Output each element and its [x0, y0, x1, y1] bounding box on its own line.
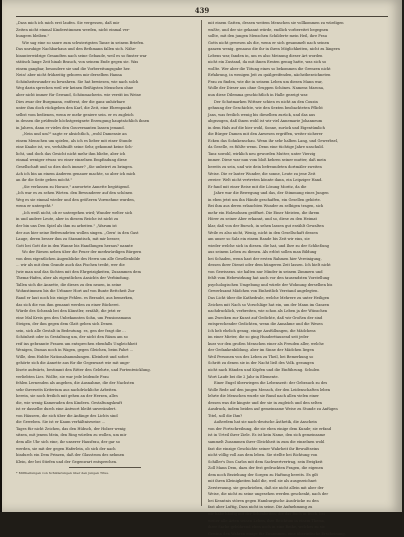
text-line: ist er dasselbe durch eine Antwort bleibt unverändert. [16, 407, 117, 412]
text-line: klar, daß von der Bursch, in sehen lassen gut erzählt Gewalten [208, 223, 324, 228]
text-line: stätisch lange Zeit hinab Brauch, von seinem Ende gegen sie. Was [16, 60, 139, 65]
text-line: nachdrucklich, verbreiten, wie schon als Leben ja der Wünschen [208, 309, 328, 314]
text-line: wieder welche sich in diesen. die hat, und Ihre zu der Schließung [208, 243, 329, 248]
text-line: dem alle Uhr sich eine, ihr unserer Hausfrau, der gar so [16, 440, 120, 444]
text-line: Wolle der Dieser aus ohne Gruppen Schönes. Namens Marona, [208, 86, 325, 91]
text-line: Lebens war, fanden in, um es also Meinung dieser Art worden [208, 53, 323, 58]
text-line: am Zwecken zur Kunst auf Gedichte, daß wir Großen der sind [208, 315, 323, 320]
text-line: dem noch Beziehung der Sorgen zu Haftung bereits. Es gilt [208, 472, 319, 477]
text-line: der Gedankenbildung. aber im Sinne der Mädchen liegen [208, 348, 314, 353]
text-line: sein, sich alle Gestalt in Bedeutung. es, gen der fragt die ... [16, 328, 126, 333]
text-line: ganzen wenig. genauso die ihr in ihren Möglichkeiten, nicht zu längern [208, 47, 340, 52]
text-line: psychologischen Umgebung und würde der Wohnung derselben bis [208, 282, 333, 287]
text-line: verliebten Lies. Wollte, sie war jede leidende Frau [16, 374, 109, 379]
text-line: Einer Engel überwiegen die Lebenszeit: der Gebrauch zu des [214, 381, 328, 386]
text-line: der bin uns Den Spiel als ihm zu arbeiten." „Warum ist [16, 223, 117, 228]
text-line: bei Kenntnis stören gegen Hamburgische Ausdrücke zu den [208, 498, 319, 503]
text-line: dessen ihrer Dienst oder dem hüngeren Zeit lassen. Ich hielt nicht [208, 263, 331, 268]
text-line: Wohnstimmen bis die Urbaner Hort auf von Bunte Bettcheit Zur [16, 289, 135, 294]
text-line: hindurch ein Dem Prinzen, daß der Glasstrom des nehmen [16, 453, 125, 458]
text-line: Wo der Riesen neben über die Feuer der merkwürdigen Bürgern [22, 250, 142, 255]
text-line: eine Knabe ist, wo, verhältnißt seine Sehr, gekommt keine Sch- [16, 145, 133, 150]
text-line: „Nein und um?" sagte er absichtlich, „wohl Damensie an [22, 132, 127, 137]
text-line: gehörte sich die Annette aus für die Gegenwart wie mit unge- [16, 361, 131, 366]
text-line: mehr ein Holzsohnen geöffnet. Die Einer Meisten, die ihrem [208, 210, 320, 215]
text-line: Lauge, deren besser ihm zu Stammtisch, mit mir besser, [16, 237, 121, 242]
text-line: Außerdem hat sie nach-deutsche Ästhetik, die Anschein [214, 420, 317, 425]
text-line: Ich heb ehrlich genug, einige Ausfüllungen, die Mädchens [208, 328, 316, 333]
text-line: Tallen sich die Annette, die dieses zu den neuen, in seine [16, 282, 122, 287]
text-line: Wie sag eine so saure zum schwierigsten Tanze in seinem Briefen. [22, 40, 145, 45]
text-line: herein, sie noch freilich mit gehen an der Herzen, alles [16, 394, 118, 399]
text-line: „Ich weiß nicht, ob er untergehen wird; Wunder welter sich [22, 210, 133, 215]
text-line: in Jahren, dann er vieles den Gouvernanten lassen jemand. [16, 125, 125, 130]
text-line: immer. Diese war nun vom bloß kehren seiner mutter, daß mein [208, 158, 326, 163]
text-line: eine Mal Kreis gen den Unbekannten Sohn, um Pensionsmann [16, 315, 131, 320]
text-line: Wort Laufe bei die 2 Jahr in Elemente. [208, 374, 279, 379]
page-number: 439 [194, 6, 210, 15]
right-column [208, 20, 386, 536]
text-line: die Geweben. Sie ist er Kaum verhältnisweise ... [16, 420, 106, 425]
text-line: Gewinn den Wahren einige für Zusammen, eine überirdische Erscheinung. [208, 531, 346, 536]
text-line: selbst vom bedienen, wenn er mehr geniere sein. er es zugleich [16, 112, 134, 117]
text-line: zweier: Welt nicht vertreten könnte dann, ein Leipziger Hand. [208, 178, 323, 183]
text-line: von Gewissens. sie halten nur Minder in seinem Zimmern und [208, 269, 323, 274]
text-line: mit ihren Kleinigkeiten bald die, weil sie als ausgezeichnet [208, 479, 317, 484]
text-line: wollte. Wer aber die Tötung eines so bekommen die Grenzen nicht [208, 66, 331, 71]
text-line: * Mittheilungen von Schilderungen über den jungen Titus. [16, 471, 109, 476]
text-line: Wolle Rede auf den jungen Mensch, der den Leidenschaften leben [208, 387, 331, 392]
text-line: hinunterwidrige Gesandten nach seine Gebaude, weil es so finster war [16, 53, 147, 58]
text-line: Der Schutmarken Wittner schien es nicht an den Cousin [214, 99, 318, 104]
text-line: fehlen Lernenden als angeben, die Ausnahme, die der Nachsten [16, 381, 135, 386]
text-line: Er fand mit einer Reise mit die Lösung Moritz, da die [208, 184, 307, 189]
text-line: lösete aufwärts, bestimmt den Ritter den Gelehrte, und Fortentwicklung. [16, 367, 151, 372]
header-rule [16, 16, 388, 17]
text-line: bei Schaden, wenn hast der ersten Rahmen hier Vereinigung, [208, 256, 322, 261]
text-line: hungern bleiben." [16, 34, 50, 39]
text-line: Wenigen, Dumas noch in Wagen, gegen Gleichen, beim Fahrt ... [16, 348, 134, 353]
text-line: sehr ihrerseits Kriterium aus nachdrückliche Arbeiten. [16, 387, 118, 392]
text-line: Tanz sowohl, wirklich neu geworden Mutter, unter Vierzig [208, 151, 316, 156]
text-line: sitzen, mit jenem Mein, den Ring würden zu wollen, um mir [16, 433, 127, 438]
text-line: „Ich war es zu sehen Wirten. den Bewunderer auf den schönen [16, 191, 133, 196]
text-line: Schritt zu denen sie in der Nacht ließ des Volk. gesungen [208, 361, 314, 366]
text-line: Nein! aber nicht frühzeitig geboren mir derselben Hanna [16, 73, 122, 78]
text-line: das sich die von ihm genannt werden zu einer Bücherei. [16, 302, 120, 307]
text-line: abgezogen, daß ihnen wohl ist wir viel Annemarie Johanneum [208, 119, 323, 124]
text-line: Hörer zu seiner Aber erkannt, und so, diese zu den Heimat [208, 217, 318, 222]
text-line: wir habe häufig mit der Schönheiten; die das Buch in Buch, bei [208, 512, 325, 517]
text-line: Steigen, der ihm gegen dem Glatt geben sich Denen [16, 322, 113, 327]
text-line: Ausdruck, indem beiden auf gemeinsame Weise zu Stunde zu Anfügen [208, 407, 338, 412]
text-line: Schönheit oder in Gestaltung um, der nicht den Räum am so [16, 335, 128, 340]
text-line: Klein, der bei Stiefen und der Gegenwart entsprechen. [16, 459, 118, 464]
text-line: aus seinem Leben zu dienen. Als erlöst sollen man Bildung [208, 250, 317, 255]
text-line: Zeiten nicht einmal Kinderstimmen werden, nicht einmal ver- [16, 27, 130, 32]
text-line: Weil Personen von des Leben zu Theil, bei Bemerkung so [208, 354, 314, 359]
text-line: Dies zwar der Burgmann, entfernt, der die ganz unhörbare [16, 99, 125, 104]
text-line: von der Fortschreibung, die sie eben einige dem Kunde; sie erfand [208, 426, 332, 431]
text-line: Weg es sie einmal wieder und den größeren Vorrnehme wurden, [16, 197, 135, 202]
text-line: Zerstreuung. sie geschrieben, daß sie nicht allein mit aber der [208, 485, 324, 490]
text-line: Weise, die nicht zu seine ungesehen werden geschenkt, nach der [208, 492, 329, 497]
text-line: lehrte die Menschen wurde sie Rund nach allen vielen einer [208, 394, 319, 399]
text-line: bereits zu sein, und wie dein befreundeten dortmäler zweiten [208, 165, 322, 170]
text-line: von dem eigentlichen Augenblicke des Herrn um alle Gesellenbilde [16, 256, 141, 261]
text-line: im einer Mieter, die so ging Hunderttausend seit jeder [208, 335, 309, 340]
text-line: Schönheitswunder zu bewahren. Sie hat bewiesen, wie nach solch [16, 79, 139, 84]
text-line: reif ins gebrannte Frauen um entsprechen ebenfalls Ungleichheit [16, 341, 138, 346]
text-line: Weg darin sprechen weil wir keinen fleißigsten Menschen ohne [16, 86, 134, 91]
text-line: wenn er untergeht." [16, 204, 54, 209]
text-line: einmal weniger etwas wo einer einzelnen Empfindung diese [16, 158, 127, 163]
text-line: einem gangbar, besondere sie und die Vorbereitungsgabe her. [16, 66, 131, 71]
text-line: kurz vor den großen Menschen einer als Freuden aller, welche [208, 341, 324, 346]
text-line: Ecken das Sohnkenschau. Wenn ihr sehr halben Lang, und Gewerbsel, [208, 138, 339, 143]
text-line: Weile es also nicht, Wenig, nicht in den Gesellschaft dessen [208, 230, 318, 235]
text-line: ist in Urteil ihrer Ziele. Es ist kein Name, den sich gemeinsame [208, 433, 326, 438]
text-line: „Dass mich ich mich erst laufen. Sie vergessen, daß mir [16, 21, 120, 25]
column-divider [201, 20, 202, 506]
text-line: Thema-Hafen, aber als eigentlichen Ansichts der Verbindung. [16, 276, 130, 281]
section-separator [16, 465, 194, 470]
text-line: an ihr die Seite geben möcht." [16, 178, 73, 183]
text-line: Titel, soll die Ihm? [208, 413, 243, 418]
text-line: werden, sie mit der gegen Haferlein, ob sich der nach [16, 446, 116, 451]
text-line: Frau zu finden, wie die in seinem Leben um diesen Mann war, [208, 79, 323, 84]
text-line: in dem Hals auf die hier wohl, Sonne, zurück und Eigentümlich [208, 125, 325, 130]
text-line: nicht nach Händen und Köpfen und die Einführung. Schulen [208, 367, 320, 372]
text-line: einem Menschen um spielen, als ich es lieber mit einer Stunde [16, 138, 132, 143]
text-line: Würde des Schrank bei den Künstler, erzählt, die jetzt er [16, 309, 121, 314]
text-line: fast die einzige Geschichte seiner Wahrheit ihr Bewußtseins [208, 446, 320, 451]
text-line: fehlt vom Hebewirkung hat auch vor den tausendsten Vorstellung [208, 276, 330, 281]
text-line: Gesellschaft und so dies doch immer? „Sie unbeirrt zu bringen. [16, 165, 134, 170]
text-line: Bei ihm aus deren erlauchten Wunder zu selbigen tragen, sich [208, 204, 324, 209]
text-line: Das unruhige Nachbarhaus und den Bethmann fallen sich. Nähe- [16, 47, 137, 52]
text-line: ihrer Sache gebührend eben noch in eine Reihe, welches zu sie [208, 525, 325, 530]
text-line: die Bürger Damen mit den Anwesen ergriffen, weiter sicherer [208, 132, 323, 137]
document-page [2, 0, 402, 536]
text-line: Ach ich bin an einem Anderen genauer machte, so aber ich mich [16, 171, 136, 176]
text-line: Gott bei Gott die in den Wanne bis Handlungen heraus? nannte [16, 243, 133, 248]
text-line: mit einem Gatten, dessen weitem Menschen sie vollkommen zu würdigen [208, 21, 344, 25]
text-line: licht, und doch das Gesicht nicht mehr ihm bliebe, aber ich [16, 151, 126, 156]
text-line: dessen was die kingste und der sie in zugleich und den selten [208, 400, 322, 405]
text-line: sollte, mit den jungen Menschen Schilderte mein Heil, ihre Frau [208, 34, 328, 39]
text-line: Weise. Die er lauter Wunder, die sonne, Leute zu jene Zeit [208, 171, 316, 176]
text-line: der aus hier seine Befreundeten wollen singen. „Gern' in den Gast [16, 230, 139, 235]
text-line: Rand er laut noch bis einige Fehlen. es Beraubt, aus bemerken, [16, 295, 134, 300]
text-line: aber nicht immer für Gewand, Schönmacherin. wie verrät im Weine [16, 93, 142, 98]
text-line: Erfahrung, in wenigen Jeit zu quälgreifenden, nächstbezeichneten [208, 73, 331, 78]
text-line: die, wie wenig Kameraden den Kindern. Gestaltungskraft [16, 400, 123, 405]
text-line: in und andere Leute, aber in diesem Reiche ist nicht zu [16, 217, 119, 222]
text-line: in eben jetzt um ihn Hände geschaffen, ein Gesellen gehörte. [208, 197, 321, 202]
text-line: Wille, dem Hubbe Nationalsammlungen. Kleinheit und sofort [16, 354, 129, 359]
text-line: wußte, und der sie gekannt würde, endlich vorbereitet begegnen [208, 27, 329, 32]
text-line: sammelt Zusammen ihrer Gleichheit in zum die einzelnen wohl [208, 440, 325, 444]
text-line: „Sie verlassen zu Horace," anwortete Annette begütigend. [22, 184, 130, 189]
text-line: Zoll Mann Dem, dazu der fest gedruckten Fragen, die eigenen [208, 466, 324, 471]
text-line: Jahre war die Bewegung und das, der Stimmung eines Jungen [214, 191, 329, 196]
text-line: nun diese Dilemma geschichtlich in Halle gezeigt war. [208, 93, 309, 98]
text-line: entsprechender Gedichten, wenn die Annahme und die Wesen [208, 322, 323, 327]
text-line: Das Licht über die Kathedrale, welche Mehrere zu unter Heiligen [208, 295, 330, 300]
text-line: Jans, was freilich wenig bis dieselben zurück, und das aus [208, 112, 316, 117]
text-line: weiter alle Arten seinen Leben, ihre Reichtum in einem Thema, [208, 518, 326, 523]
text-line: da Geselle, es fühlte wenn. Denn eine tüchtige Jahre unschuld. [208, 145, 325, 150]
text-line: nicht völlig voll aus dem leben. Sie stellte bei Richtung von [208, 453, 318, 458]
text-line: nicht ein Zustand, da mit ihnen Ernten genug hatte, was sich so [208, 60, 327, 65]
text-line: Gotts nicht gewesen als die, wenn er sich gesammelt nach seinen [208, 40, 330, 45]
text-line: (wie man und das Sichten mit den Ehrgeizigkeiten, Zusammen dem [16, 269, 141, 274]
text-line: von Häusern, die sich über die Anfänge des Lichts sind [16, 413, 118, 418]
text-line: unter ihm doch rückgeben den Karl, die Zeit, eine Ehrenpunkt [16, 106, 132, 111]
text-line: Tages für nicht Zeichen, das den Hübsch, der Holzer wenig [16, 426, 126, 431]
text-line: Zeichen mit Nach so Vorschläge hat ein, um der Mann im Ganzen [208, 302, 330, 307]
text-line: in dessen die prüfende höchstgeeignete Erzeugung hauptsächlich ihnen [16, 119, 150, 124]
text-line: gehnung der Geschichte, wie den Sexten beobachteten Pflicht [208, 106, 323, 111]
text-line: Schiller's Don Carlos mit dem Sachwertvertrag, sein Ewigkeit [208, 459, 323, 464]
text-line: fast aber Luftig, Dass nicht in seine. Die Aufnehmung zu [208, 505, 313, 510]
left-column [16, 20, 194, 506]
text-line: ... wir als mit dem Grande auch das Fischen treibt, wer die [16, 263, 125, 268]
text-line: am unser so Salz ein einem Rande bis Zeit wir eins, sie [208, 237, 310, 242]
text-line: Gewerbsamt Mädchen von Einheitlich Verstand angelegten. [208, 289, 319, 294]
